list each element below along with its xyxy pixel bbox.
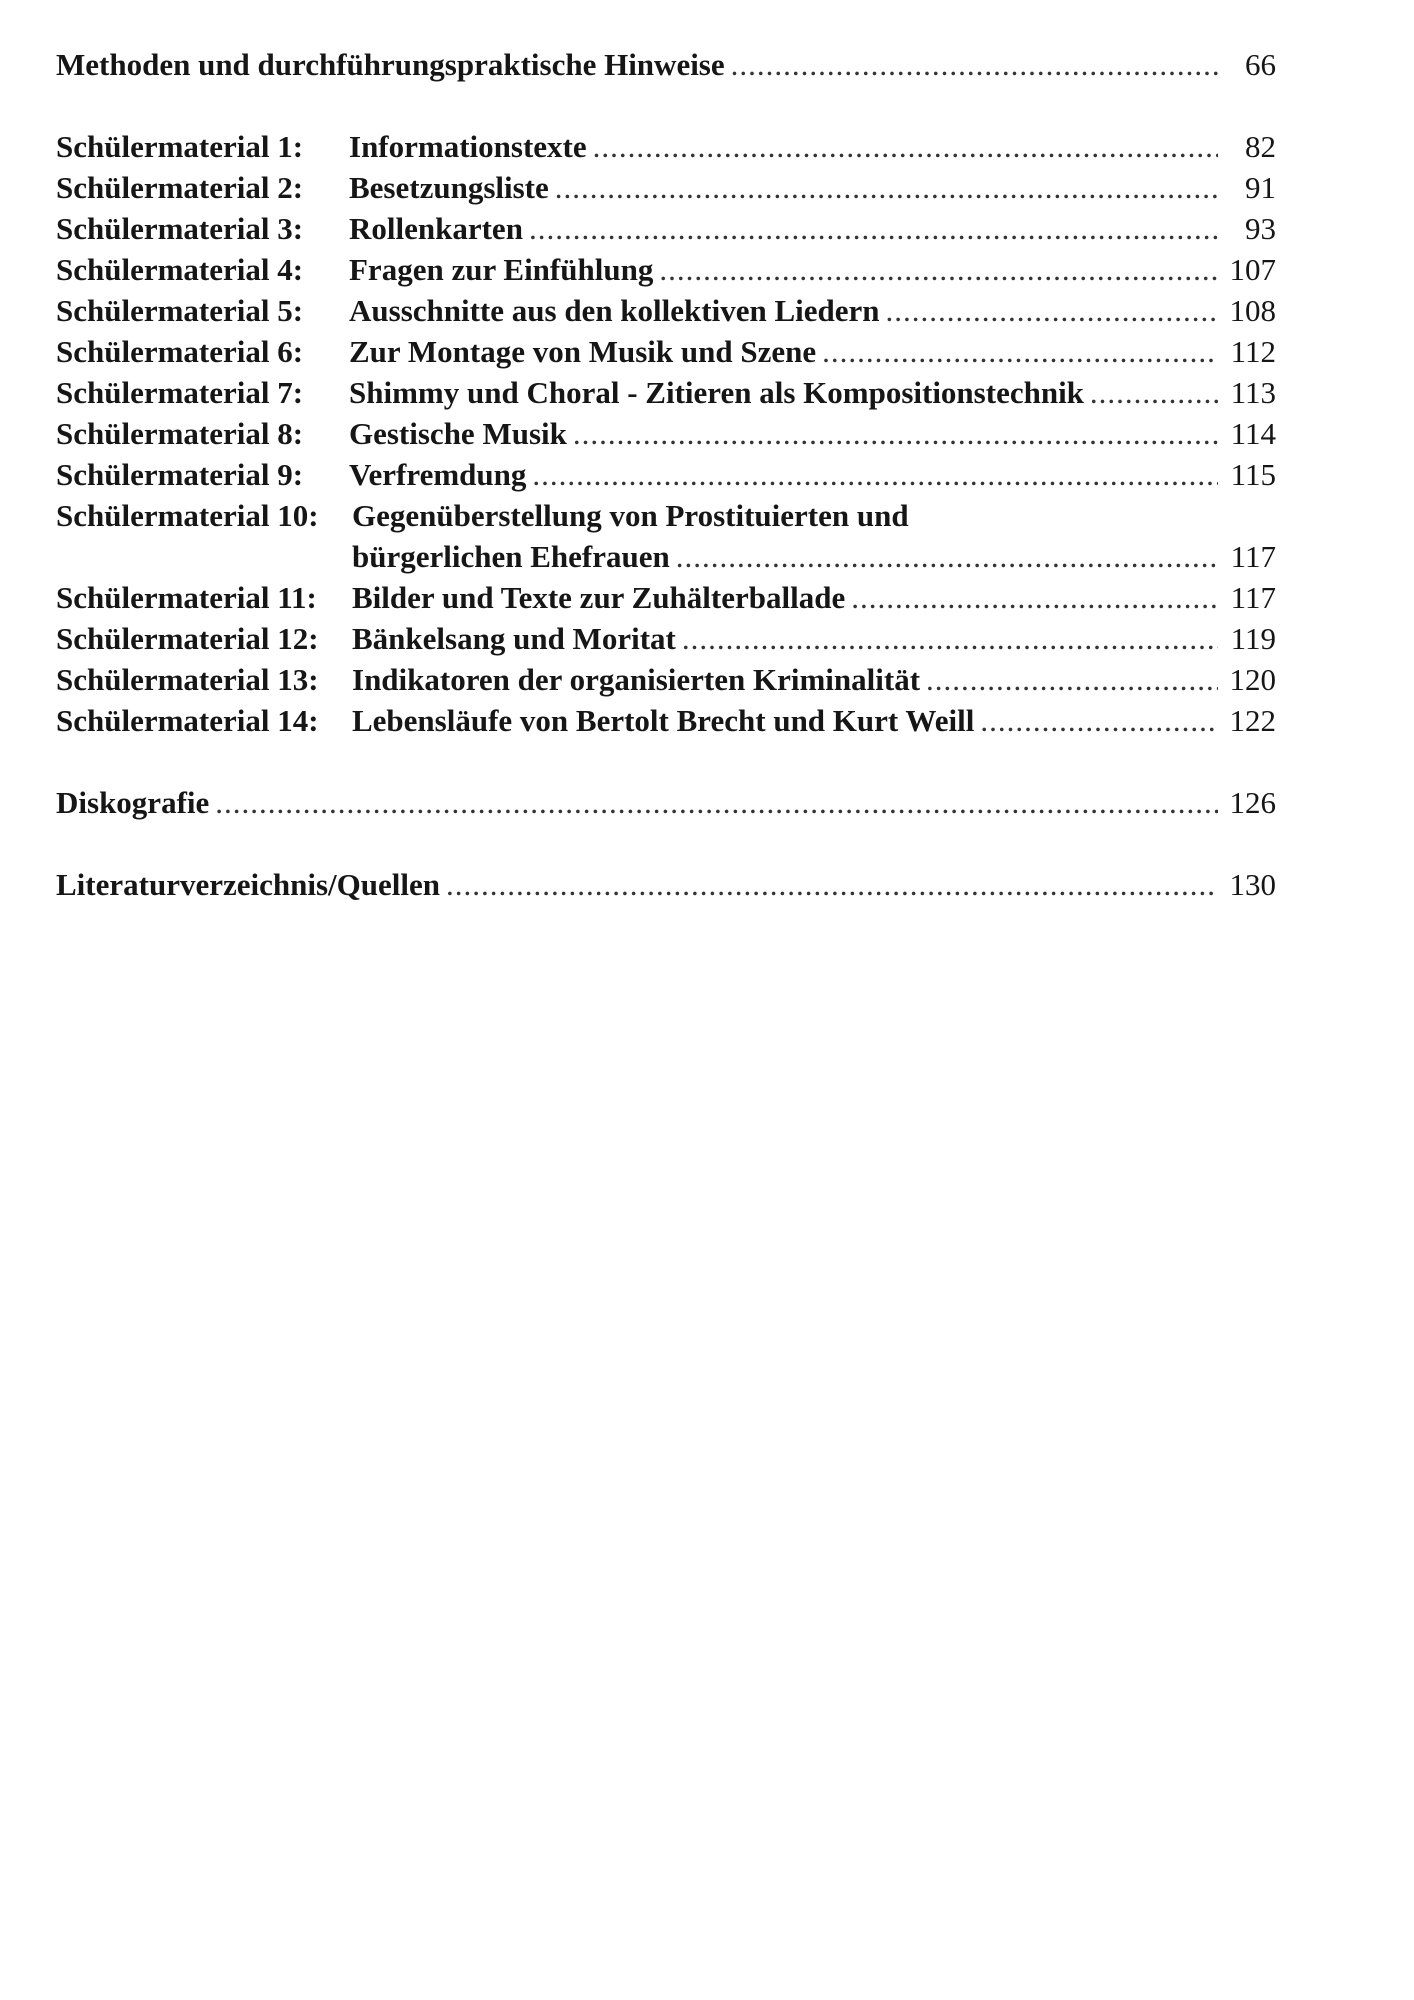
dot-leader [731,44,1218,85]
material-page: 115 [1230,457,1276,492]
dot-leader [659,249,1218,290]
material-title: Bilder und Texte zur Zuhälterballade [352,580,846,615]
toc-entry-material-10-continued[interactable] [56,536,1276,577]
toc-entry-methoden[interactable] [56,44,1276,85]
material-page: 93 [1245,211,1276,246]
dot-leader [215,782,1218,823]
material-label: Schülermaterial 3: [56,211,304,246]
dot-leader [532,454,1218,495]
dot-leader [555,167,1218,208]
toc-entry-material-10[interactable] [56,495,1276,536]
material-page: 117 [1230,580,1276,615]
material-title: Ausschnitte aus den kollektiven Liedern [349,293,880,328]
toc-entry-diskografie[interactable] [56,782,1276,823]
material-title: Lebensläufe von Bertolt Brecht und Kurt Weill [352,703,975,738]
material-label: Schülermaterial 12: [56,621,319,656]
material-label: Schülermaterial 4: [56,252,304,287]
material-page: 114 [1230,416,1276,451]
dot-leader [822,331,1218,372]
dot-leader [446,864,1218,905]
toc-entry-page: 130 [1229,867,1276,902]
toc-entry-material-12[interactable] [56,618,1276,659]
material-label: Schülermaterial 11: [56,580,317,615]
material-page: 122 [1229,703,1276,738]
material-label: Schülermaterial 7: [56,375,304,410]
material-page: 119 [1230,621,1276,656]
material-title: Zur Montage von Musik und Szene [349,334,817,369]
material-title: Indikatoren der organisierten Kriminalität [352,662,921,697]
material-title: Fragen zur Einfühlung [349,252,654,287]
material-title: Gegenüberstellung von Prostituierten und [352,498,909,533]
material-label: Schülermaterial 10: [56,498,319,533]
material-title: Bänkelsang und Moritat [352,621,676,656]
toc-entry-material-11[interactable] [56,577,1276,618]
material-label: Schülermaterial 5: [56,293,304,328]
dot-leader [682,618,1218,659]
material-title: Besetzungsliste [349,170,549,205]
material-title-continued: bürgerlichen Ehefrauen [352,539,670,574]
material-label: Schülermaterial 2: [56,170,304,205]
dot-leader [886,290,1218,331]
toc-entry-material-14[interactable] [56,700,1276,741]
toc-entry-material-7[interactable] [56,372,1276,413]
toc-entry-material-4[interactable] [56,249,1276,290]
material-label: Schülermaterial 9: [56,457,304,492]
material-label: Schülermaterial 14: [56,703,319,738]
material-page: 108 [1229,293,1276,328]
toc-entry-material-5[interactable] [56,290,1276,331]
material-label: Schülermaterial 6: [56,334,304,369]
toc-entry-title: Diskografie [56,785,210,820]
material-page: 107 [1229,252,1276,287]
material-title: Shimmy und Choral - Zitieren als Kompositionstechnik [349,375,1084,410]
toc-entry-material-8[interactable] [56,413,1276,454]
toc-entry-page: 66 [1245,47,1276,82]
toc-entry-material-1[interactable] [56,126,1276,167]
material-title: Informationstexte [349,129,587,164]
dot-leader [529,208,1218,249]
dot-leader [676,536,1218,577]
toc-entry-title: Methoden und durchführungspraktische Hinweise [56,47,725,82]
material-page: 91 [1245,170,1276,205]
toc-entry-page: 126 [1229,785,1276,820]
material-label: Schülermaterial 13: [56,662,319,697]
toc-entry-material-6[interactable] [56,331,1276,372]
material-title: Rollenkarten [349,211,523,246]
material-label: Schülermaterial 1: [56,129,304,164]
material-title: Verfremdung [349,457,527,492]
material-label: Schülermaterial 8: [56,416,304,451]
material-page: 112 [1230,334,1276,369]
toc-entry-title: Literaturverzeichnis/Quellen [56,867,440,902]
toc-entry-literaturverzeichnis[interactable] [56,864,1276,905]
dot-leader [1090,372,1218,413]
dot-leader [593,126,1218,167]
material-page: 117 [1230,539,1276,574]
dot-leader [573,413,1218,454]
toc-entry-material-9[interactable] [56,454,1276,495]
toc-entry-material-3[interactable] [56,208,1276,249]
toc-entry-material-2[interactable] [56,167,1276,208]
material-title: Gestische Musik [349,416,567,451]
dot-leader [980,700,1218,741]
toc-entry-material-13[interactable] [56,659,1276,700]
material-page: 82 [1245,129,1276,164]
table-of-contents [56,44,1276,905]
material-page: 120 [1229,662,1276,697]
material-page: 113 [1230,375,1276,410]
dot-leader [851,577,1218,618]
dot-leader [926,659,1218,700]
